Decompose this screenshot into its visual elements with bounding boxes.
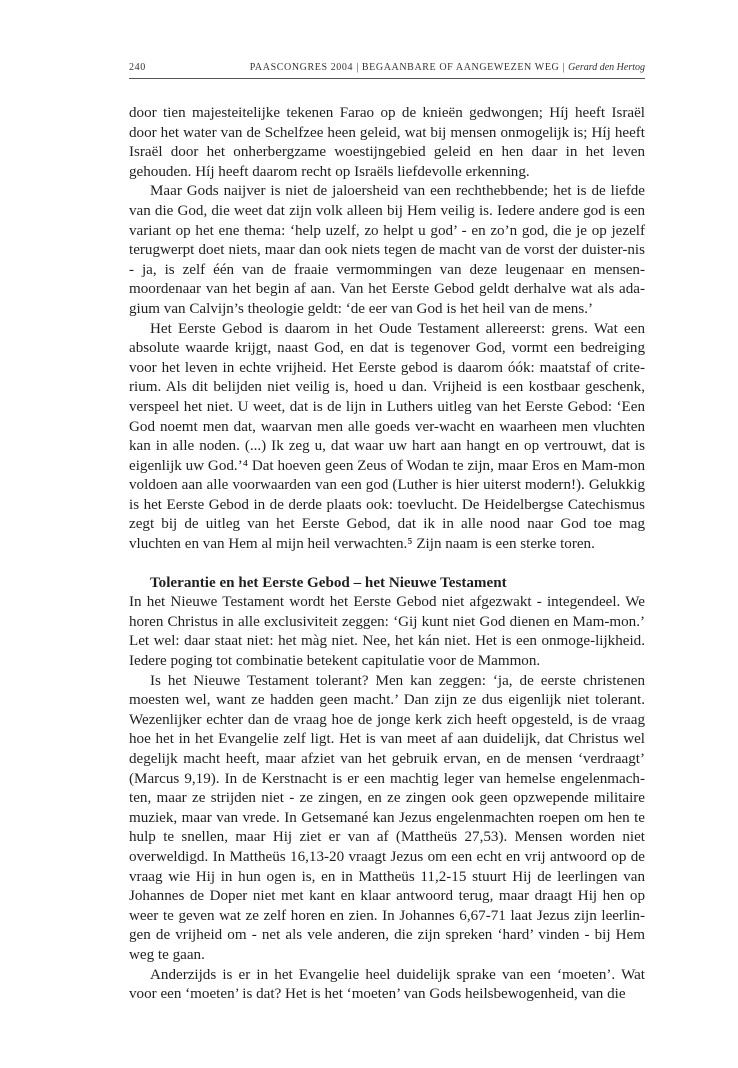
paragraph: Het Eerste Gebod is daarom in het Oude Testament allereerst: grens. Wat een absolute waarde krijgt, naast God, en dat is tegenover God, vormt een bedreiging voor het leven in echte vrijheid. Het Eerste gebod is daarom óók: maatstaf of crite-rium. Als dit belijden niet veilig is, hoed u dan. Vrijheid is een kostbaar geschenk, verspeel het niet. U weet, dat is de lijn in Luthers uitleg van het Eerste Gebod: ‘Een God noemt men dat, waarvan men alle goeds ver-wacht en waarheen men vluchten kan in alle noden. (...) Ik zeg u, dat waar uw hart aan hangt en op vertrouwt, dat is eigenlijk uw God.’⁴ Dat hoeven geen Zeus of Wodan te zijn, maar Eros en Mam-mon voldoen aan alle voorwaarden van een god (Luther is hier uiterst modern!). Gelukkig is het Eerste Gebod in de derde plaats ook: toevlucht. De Heidelbergse Catechismus zegt bij de uitleg van het Eerste Gebod, dat ik in alle nood naar God toe mag vluchten en van Hem al mijn heil verwachten.⁵ Zijn naam is een sterke toren. bbox=[129, 320, 645, 553]
page-number: 240 bbox=[129, 62, 146, 73]
paragraph: Maar Gods naijver is niet de jaloersheid van een rechthebbende; het is de liefde van die God, die weet dat zijn volk alleen bij Hem veilig is. Iedere andere god is een variant op het ene thema: ‘help uzelf, zo helpt u god’ - en zo’n god, die je op jezelf terugwerpt doet niets, maar dan ook niets tegen de macht van de vorst der duister-nis - ja, is zelf één van de fraaie vermommingen van deze leugenaar en mensen-moordenaar van het begin af aan. Van het Eerste Gebod geldt derhalve wat als ada-gium van Calvijn’s theologie geldt: ‘de eer van God is het heil van de mens.’ bbox=[129, 183, 645, 317]
paragraph: Anderzijds is er in het Evangelie heel duidelijk sprake van een ‘moeten’. Wat voor een ‘moeten’ is dat? Het is het ‘moeten’ van Gods heilsbewogenheid, van die bbox=[129, 966, 645, 1003]
running-title-text: PAASCONGRES 2004 | BEGAANBARE OF AANGEWEZEN WEG | bbox=[249, 62, 569, 73]
running-title bbox=[250, 62, 645, 73]
header-rule bbox=[129, 78, 645, 79]
paragraph: Is het Nieuwe Testament tolerant? Men kan zeggen: ‘ja, de eerste christenen moesten wel, want ze hadden geen macht.’ Dan zijn ze dus eigenlijk niet tolerant. Wezenlijker echter dan de vraag hoe de jonge kerk zich heeft opgesteld, is de vraag hoe het in het Evangelie zelf ligt. Het is van meet af aan duidelijk, dat Christus wel degelijk macht heeft, maar afziet van het gebruik ervan, en de mensen ‘verdraagt’ (Marcus 9,19). In de Kerstnacht is er een machtig leger van hemelse engelenmach-ten, maar ze strijden niet - ze zingen, en ze zingen ook geen opzwepende militaire muziek, maar van vrede. In Getsemané kan Jezus engelenmachten roepen om hen te hulp te snellen, maar Hij ziet er van af (Mattheüs 27,53). Mensen worden niet overweldigd. In Mattheüs 16,13-20 vraagt Jezus om een echt en vrij antwoord op de vraag wie Hij in hun ogen is, en in Mattheüs 11,2-15 stuurt Hij de leerlingen van Johannes de Doper niet met kant en klaar antwoord terug, maar draagt Hij hen op weer te geven wat ze zelf horen en zien. In Johannes 6,67-71 laat Jezus zijn leerlin-gen de vrijheid om - net als vele anderen, die zijn spreken ‘hard’ vinden - bij Hem weg te gaan. bbox=[129, 672, 645, 963]
running-header bbox=[129, 62, 645, 73]
paragraph: door tien majesteitelijke tekenen Farao op de knieën gedwongen; Híj heeft Israël door het water van de Schelfzee heen geleid, wat bij mensen onmogelijk is; Híj heeft Israël door het onherbergzame woestijngebied geleid en hen daar in het leven gehouden. Híj heeft daarom recht op Israëls liefdevolle erkenning. bbox=[129, 105, 645, 180]
section-heading: Tolerantie en het Eerste Gebod – het Nieuwe Testament bbox=[150, 574, 507, 591]
page-body bbox=[129, 104, 645, 1005]
paragraph: In het Nieuwe Testament wordt het Eerste Gebod niet afgezwakt - integendeel. We horen Christus in alle exclusiviteit zeggen: ‘Gij kunt niet God dienen en Mam-mon.’ Let wel: daar staat niet: het màg niet. Nee, het kán niet. Het is een onmoge-lijkheid. Iedere poging tot combinatie betekent capitulatie voor de Mammon. bbox=[129, 594, 645, 670]
running-author: Gerard den Hertog bbox=[568, 62, 645, 73]
